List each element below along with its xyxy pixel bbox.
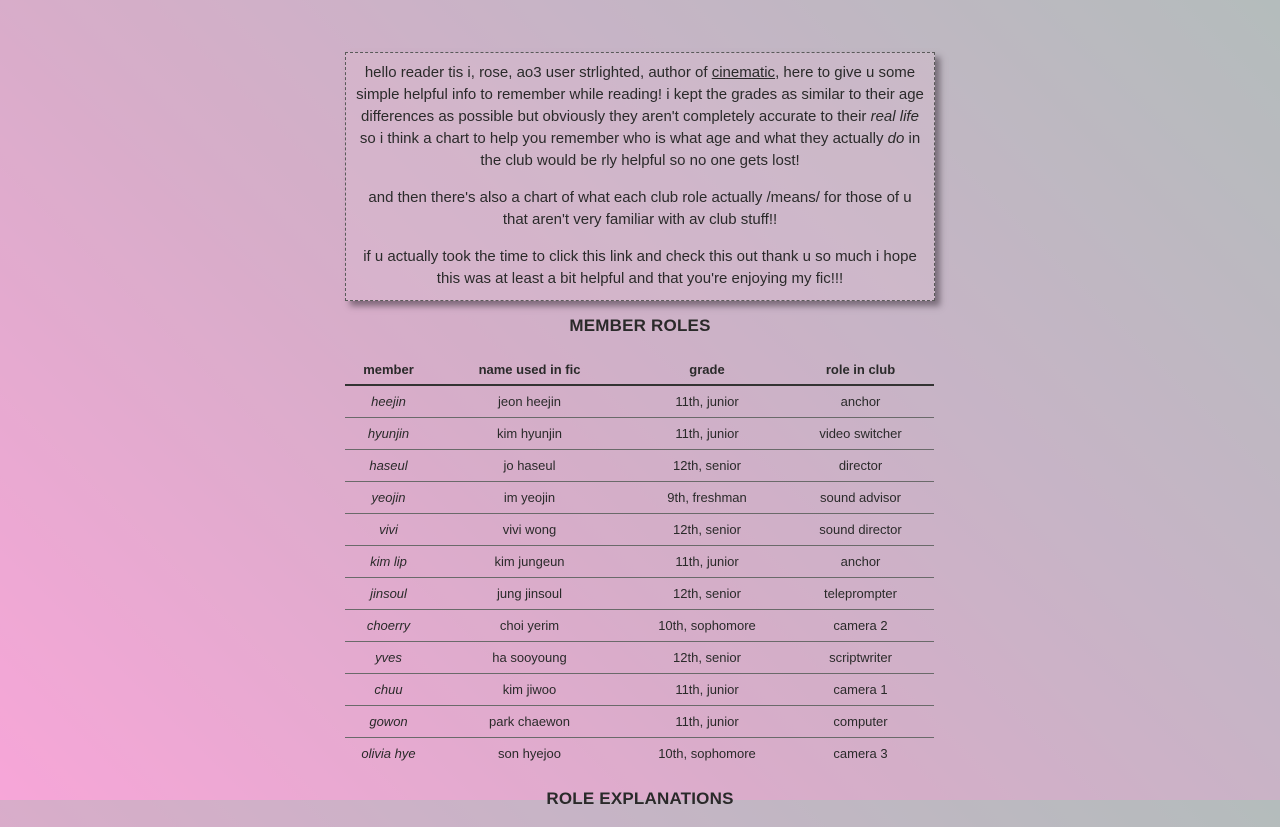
member-cell: yeojin [345,482,432,514]
table-row [345,385,934,418]
member-cell: choerry [345,610,432,642]
fic-name-cell: son hyejoo [498,746,561,761]
grade-cell: 11th, junior [627,546,787,578]
role-cell: director [787,450,934,482]
fic-name-cell: ha sooyoung [432,642,627,674]
member-roles-table [345,354,934,769]
role-cell: teleprompter [787,578,934,610]
column-header: member [345,354,432,385]
fic-name-cell: jo haseul [432,450,627,482]
table-row [345,610,934,642]
table-row [345,546,934,578]
member-cell: haseul [345,450,432,482]
intro-paragraph-3: if u actually took the time to click this link and check this out thank u so much i hope this was at least a bit helpful and that you're enjoying my fic!!! [363,248,917,287]
member-cell: gowon [345,706,432,738]
intro-text: so i think a chart to help you remember who is what age and what they actually [359,130,888,147]
grade-cell: 9th, freshman [627,482,787,514]
grade-cell: 12th, senior [627,578,787,610]
member-cell: heejin [345,385,432,418]
grade-cell: 11th, junior [627,385,787,418]
fic-name-cell: vivi wong [432,514,627,546]
cinematic-link[interactable]: cinematic [711,64,776,81]
table-row [345,706,934,738]
member-cell: chuu [345,674,432,706]
grade-cell: 12th, senior [627,514,787,546]
role-cell: video switcher [787,418,934,450]
grade-cell: 12th, senior [627,450,787,482]
fic-name-cell: jung jinsoul [432,578,627,610]
intro-text: , here to give u some simple helpful info to remember while reading! i kept the grades as similar to their age differences as possible but obviously they aren't completely accurate to their [356,64,924,125]
member-roles-title: MEMBER ROLES [569,316,711,335]
table-row [345,578,934,610]
table-row [345,482,934,514]
role-cell: computer [787,706,934,738]
grade-cell: 10th, sophomore [658,746,756,761]
member-cell: jinsoul [345,578,432,610]
intro-paragraph-1 [356,62,924,172]
member-cell: olivia hye [361,746,416,761]
member-cell: yves [345,642,432,674]
role-cell: anchor [787,546,934,578]
table-row [345,738,934,770]
fic-name-cell: park chaewon [432,706,627,738]
role-cell: anchor [787,385,934,418]
grade-cell: 11th, junior [627,706,787,738]
fic-name-cell: im yeojin [432,482,627,514]
intro-emphasis: real life [870,108,919,125]
content-column [345,52,935,827]
fic-name-cell: kim hyunjin [432,418,627,450]
role-cell: sound advisor [787,482,934,514]
role-cell: sound director [787,514,934,546]
intro-paragraph-2: and then there's also a chart of what each club role actually /means/ for those of u that aren't very familiar with av club stuff!! [368,189,912,228]
role-explanations-title: ROLE EXPLANATIONS [546,789,734,808]
fic-name-cell: jeon heejin [432,385,627,418]
role-cell: scriptwriter [787,642,934,674]
table-row [345,450,934,482]
member-cell: kim lip [345,546,432,578]
fic-name-cell: choi yerim [432,610,627,642]
member-cell: vivi [345,514,432,546]
table-header-row [345,354,934,385]
grade-cell: 11th, junior [627,674,787,706]
table-row [345,514,934,546]
grade-cell: 11th, junior [627,418,787,450]
intro-text: in the club would be rly helpful so no one gets lost! [480,130,921,169]
intro-emphasis: do [887,130,905,147]
intro-text: hello reader tis i, rose, ao3 user strlighted, author of [364,64,712,81]
fic-name-cell: kim jiwoo [432,674,627,706]
column-header: role in club [787,354,934,385]
table-row [345,674,934,706]
member-cell: hyunjin [345,418,432,450]
table-row [345,418,934,450]
role-cell: camera 1 [787,674,934,706]
fic-name-cell: kim jungeun [432,546,627,578]
grade-cell: 12th, senior [627,642,787,674]
role-cell: camera 2 [787,610,934,642]
role-cell: camera 3 [833,746,888,761]
grade-cell: 10th, sophomore [627,610,787,642]
column-header: name used in fic [432,354,627,385]
intro-box [345,52,935,301]
table-row [345,642,934,674]
column-header: grade [627,354,787,385]
